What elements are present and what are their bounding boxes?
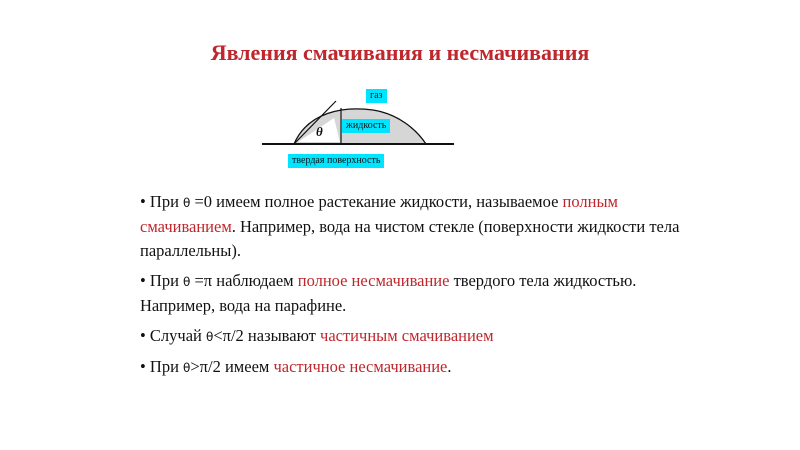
slide-title: Явления смачивания и несмачивания [210, 40, 590, 65]
bullet-text: Случай [145, 326, 206, 345]
theta-inline-symbol: θ [183, 275, 191, 289]
bullet-text: . [447, 357, 452, 376]
label-gas: газ [366, 89, 387, 103]
bullet-text: При [145, 192, 184, 211]
bullet-marker: • [140, 326, 146, 345]
theta-inline-symbol: θ [205, 330, 214, 344]
bullet-highlight: полное несмачивание [297, 271, 450, 290]
bullet-text: <π/2 называют [213, 326, 321, 345]
label-solid-surface: твердая поверхность [288, 154, 384, 168]
bullet-item [140, 269, 680, 318]
bullet-text: твердого тела жидкостью. Например, вода на парафине. [140, 271, 637, 315]
bullet-item [140, 355, 680, 380]
theta-inline-symbol: θ [183, 196, 191, 210]
bullet-text: При [145, 357, 184, 376]
theta-inline-symbol: θ [183, 361, 191, 375]
bullet-text: =0 имеем полное растекание жидкости, называемое [190, 192, 563, 211]
bullet-marker: • [140, 271, 146, 290]
bullet-marker: • [140, 192, 146, 211]
bullet-text: =π наблюдаем [190, 271, 298, 290]
bullet-highlight: частичным смачиванием [320, 326, 494, 345]
wetting-diagram [258, 84, 458, 174]
bullet-item [140, 190, 680, 263]
theta-symbol: θ [316, 124, 323, 139]
bullet-text: >π/2 имеем [190, 357, 274, 376]
bullet-list [140, 190, 680, 386]
bullet-marker: • [140, 357, 146, 376]
bullet-highlight: частичное несмачивание [273, 357, 448, 376]
bullet-item [140, 324, 680, 349]
bullet-text: . Например, вода на чистом стекле (поверхности жидкости тела параллельны). [140, 217, 680, 260]
label-liquid: жидкость [342, 119, 390, 133]
bullet-highlight: полным смачиванием [140, 192, 618, 236]
bullet-text: При [145, 271, 184, 290]
